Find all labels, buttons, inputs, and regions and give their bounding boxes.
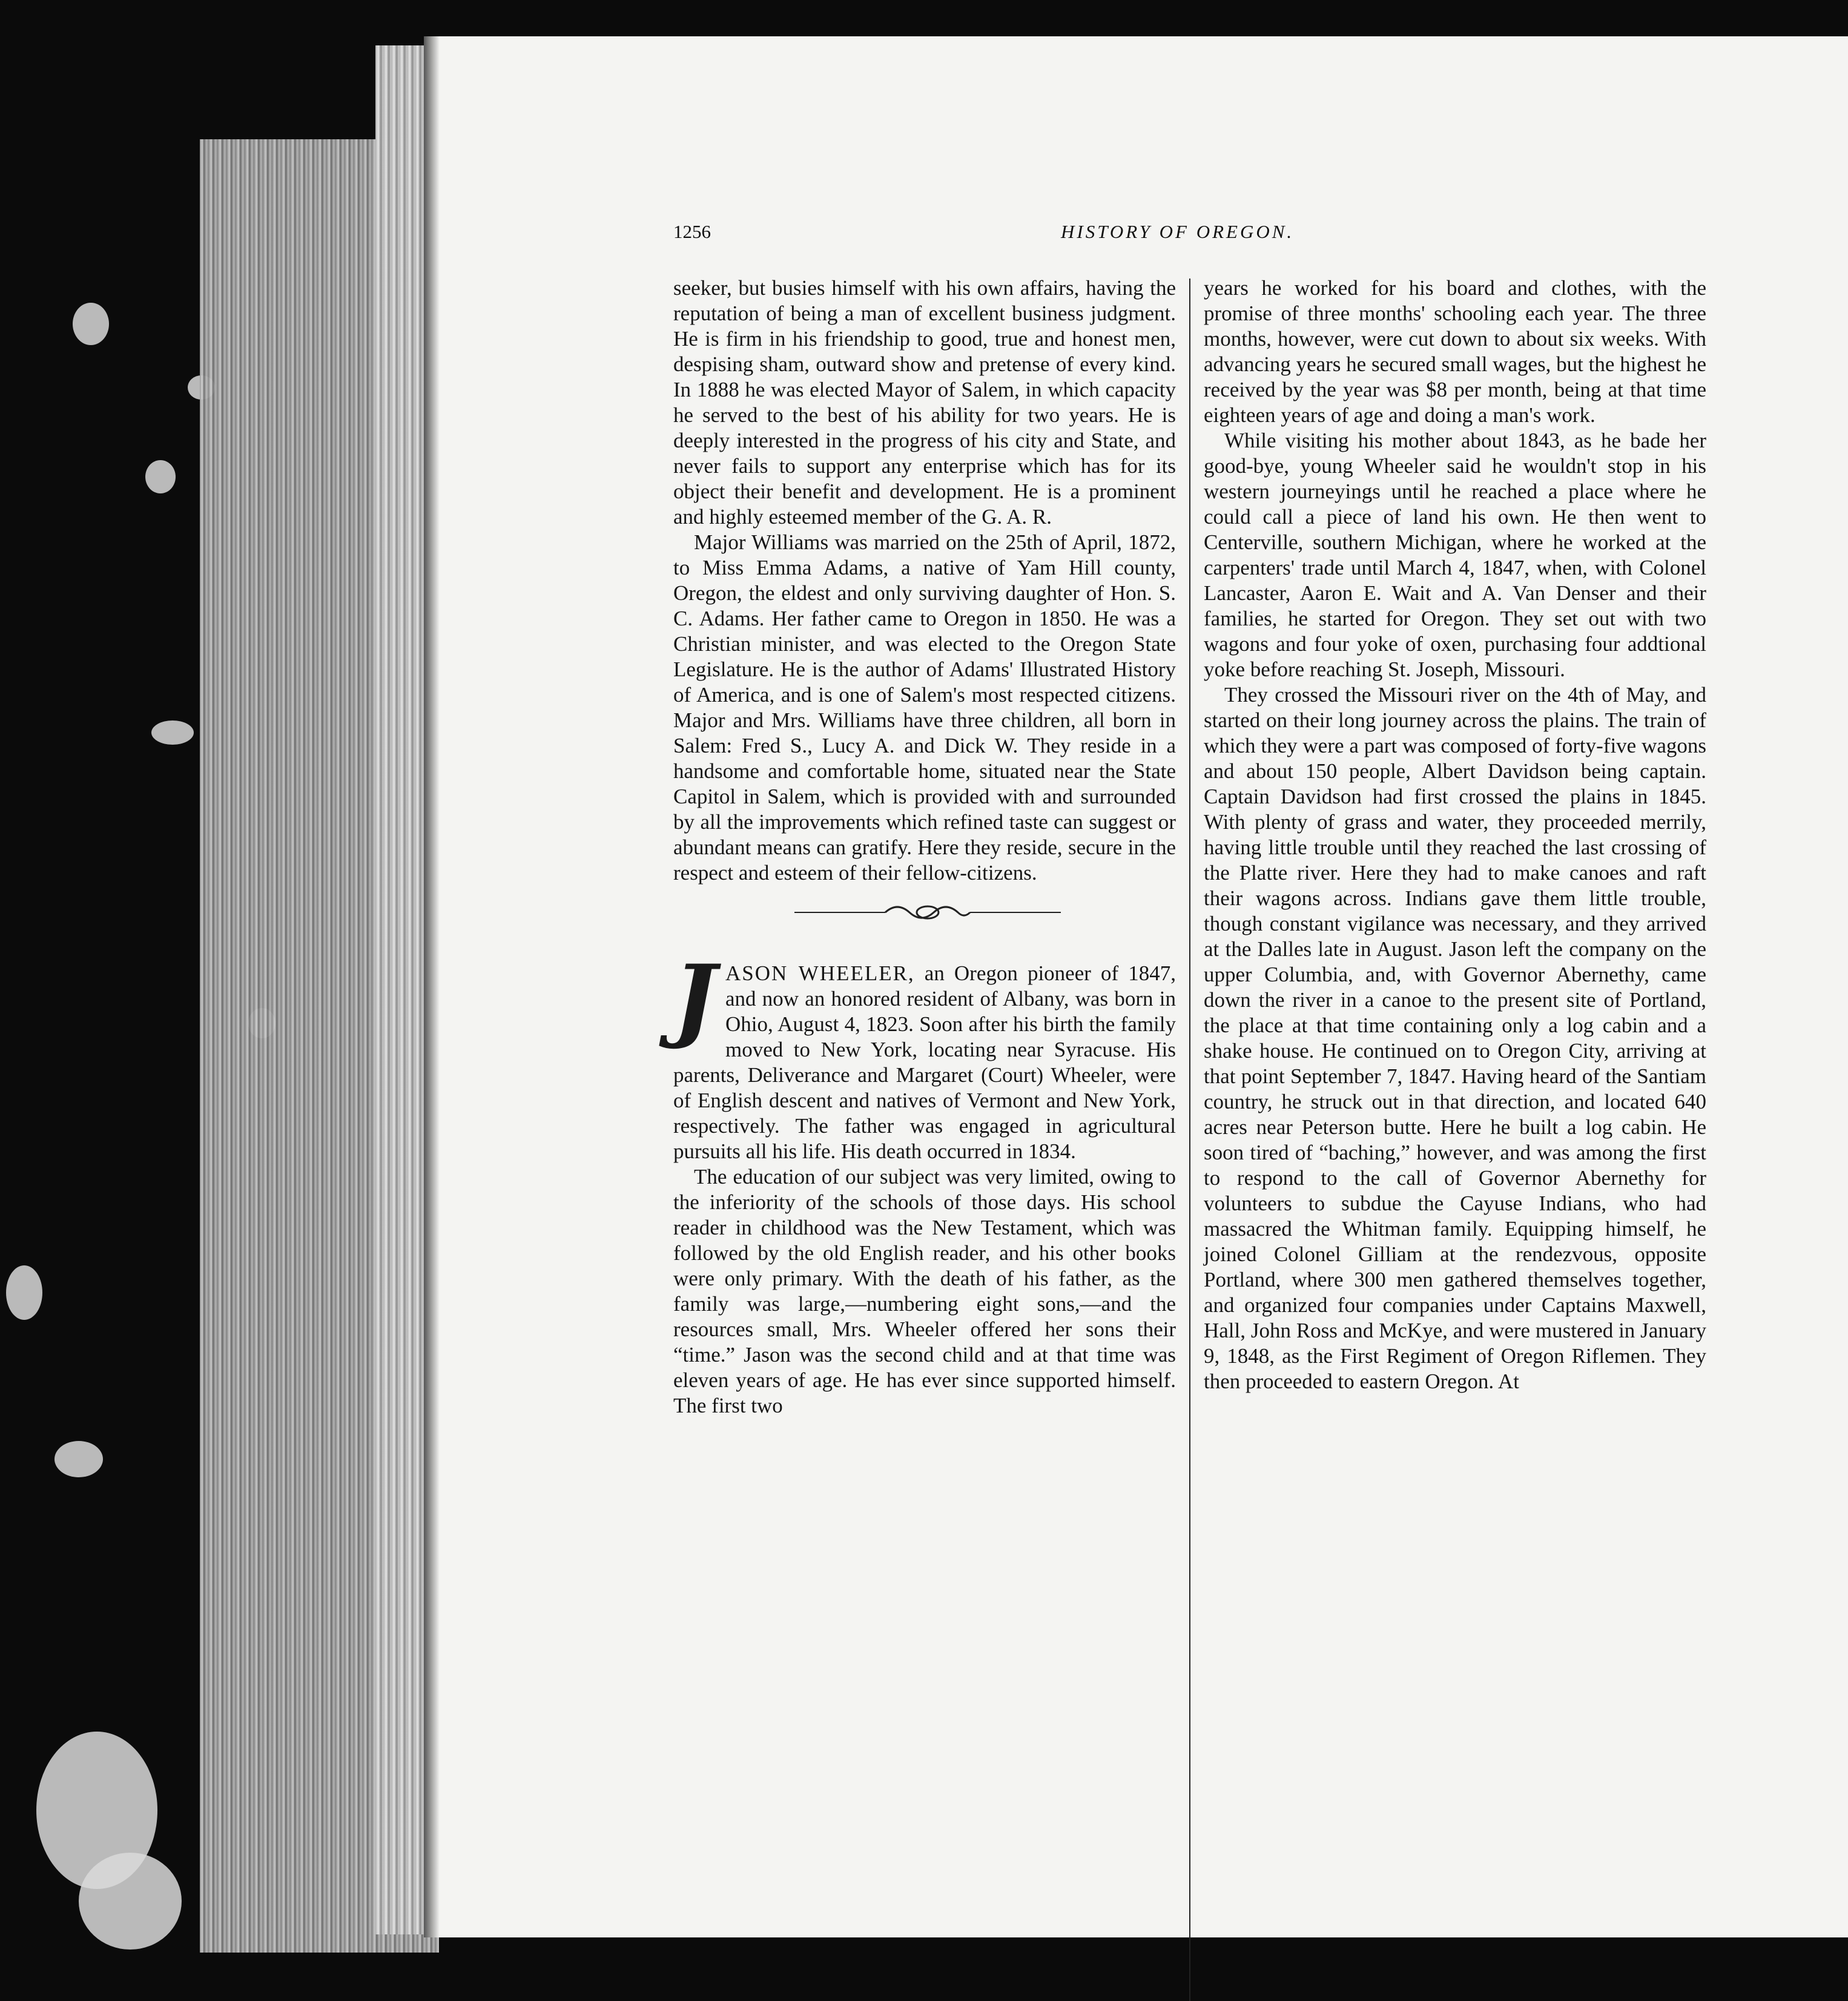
name-lead: ASON WHEELER, <box>725 961 915 985</box>
paragraph: While visiting his mother about 1843, as he bade her good-bye, young Wheeler said he wouldn't stop in his western journeyings until he reached a place where he could call a piece of land his own. He then went to Centerville, southern Michigan, where he worked at the carpenters' trade until March 4, 1847, when, with Colonel Lancaster, Aaron E. Wait and A. Van Denser and their families, he started for Oregon. They set out with two wagons and four yoke of oxen, purchasing four addtional yoke before reaching St. Joseph, Missouri. <box>1204 429 1706 681</box>
scan-speck <box>6 1265 42 1320</box>
running-head: HISTORY OF OREGON. <box>1061 221 1295 242</box>
scan-speck <box>151 720 194 745</box>
column-rule <box>1189 279 1190 2001</box>
scan-speck <box>73 303 109 345</box>
scan-speck <box>54 1441 103 1477</box>
paragraph: an Oregon pioneer of 1847, and now an honored resident of Albany, was born in Ohio, August 4, 1823. Soon after his birth the family moved to New York, locating near Syracuse. His parents, Deliverance and Margaret (Court) Wheeler, were of English descent and natives of Vermont and New York, respectively. The father was engaged in agricultural pursuits all his life. His death occurred in 1834. <box>673 961 1176 1163</box>
paragraph: years he worked for his board and clothes, with the promise of three months' schooling each year. The three months, however, were cut down to about six weeks. With advancing years he secured small wages, but the highest he received by the year was $8 per month, being at that time eighteen years of age and doing a man's work. <box>1204 276 1707 427</box>
scan-speck <box>145 460 176 493</box>
paragraph: seeker, but busies himself with his own affairs, having the reputation of being a man of excellent business judgment. He is firm in his friendship to good, true and honest men, despising sham, outward show and pretense of every kind. In 1888 he was elected Mayor of Salem, in which capacity he served to the best of his ability for two years. He is deeply interested in the progress of his city and State, and never fails to support any enterprise which has for its object their benefit and development. He is a prominent and highly esteemed member of the G. A. R. <box>673 276 1176 529</box>
drop-cap: J <box>673 945 716 1052</box>
scan-speck <box>79 1853 182 1950</box>
column-left <box>673 275 1176 1419</box>
page-header <box>673 221 1703 257</box>
page-number: 1256 <box>673 221 711 242</box>
ornamental-divider <box>673 894 1176 943</box>
article-start <box>673 945 1176 1164</box>
paragraph: Major Williams was married on the 25th of April, 1872, to Miss Emma Adams, a native of Yam Hill county, Oregon, the eldest and only surviving daughter of Hon. S. C. Adams. Her father came to Oregon in 1850. He was a Christian minister, and was elected to the Oregon State Legislature. He is the author of Adams' Illustrated History of America, and is one of Salem's most respected citizens. Major and Mrs. Williams have three children, all born in Salem: Fred S., Lucy A. and Dick W. They reside in a handsome and comfortable home, situated near the State Capitol in Salem, which is provided with and surrounded by all the improvements which refined taste can suggest or abundant means can gratify. Here they reside, secure in the respect and esteem of their fellow-citizens. <box>673 530 1176 885</box>
gutter-shadow <box>424 36 440 1937</box>
paragraph: The education of our subject was very limited, owing to the inferiority of the schools of those days. His school reader in childhood was the New Testament, which was followed by the old English reader, and his other books were only primary. With the death of his father, as the family was large,—numbering eight sons,—and the resources small, Mrs. Wheeler offered her sons their “time.” Jason was the second child and at that time was eleven years of age. He has ever since supported himself. The first two <box>673 1165 1176 1417</box>
paragraph: They crossed the Missouri river on the 4th of May, and started on their long journey across the plains. The train of which they were a part was composed of forty-five wagons and about 150 people, Albert Davidson being captain. Captain Davidson had first crossed the plains in 1845. With plenty of grass and water, they proceeded merrily, having little trouble until they reached the last crossing of the Platte river. Here they had to make canoes and raft their wagons across. Indians gave them little trouble, though constant vigilance was necessary, and they arrived at the Dalles late in August. Jason left the company on the upper Columbia, and, with Governor Abernethy, came down the river in a canoe to the present site of Portland, the place at that time containing only a log cabin and a shake house. He continued on to Oregon City, arriving at that point September 7, 1847. Having heard of the Santiam country, he struck out in that direction, and located 640 acres near Peterson butte. Here he built a log cabin. He soon tired of “baching,” however, and was among the first to respond to the call of Governor Abernethy for volunteers to subdue the Cayuse Indians, who had massacred the Whitman family. Equipping himself, he joined Colonel Gilliam at the rendezvous, opposite Portland, where 300 men gathered themselves together, and organized four companies under Captains Maxwell, Hall, John Ross and McKye, and were mustered in January 9, 1848, as the First Regiment of Oregon Riflemen. They then proceeded to eastern Oregon. At <box>1204 683 1706 1393</box>
column-right <box>1204 275 1706 1394</box>
